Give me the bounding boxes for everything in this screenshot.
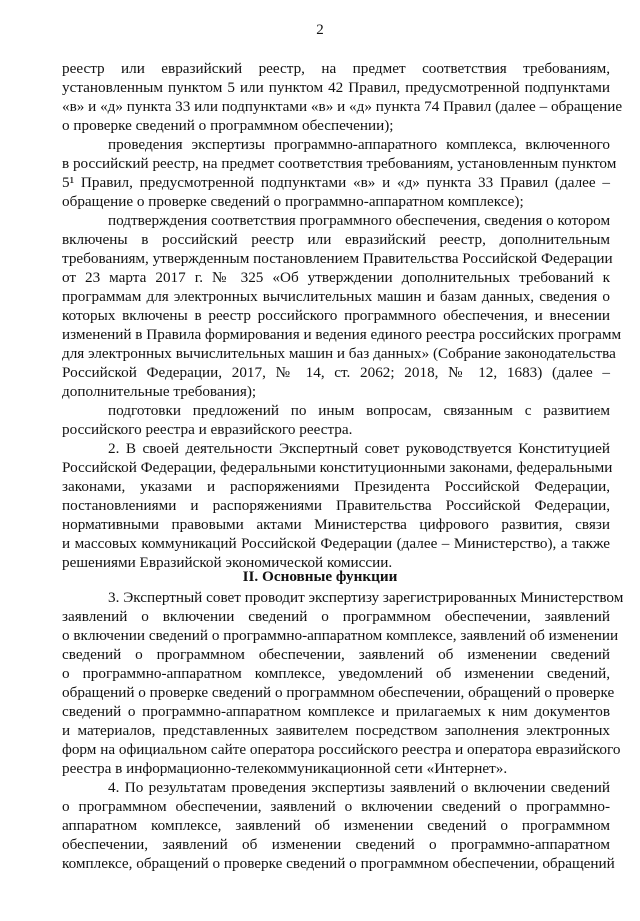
- text-line: аппаратном комплексе, заявлений об изменении сведений о программном: [62, 817, 610, 834]
- text-line: и массовых коммуникаций Российской Федерации (далее – Министерство), а также: [62, 535, 610, 552]
- text-line: проведения экспертизы программно-аппаратного комплекса, включенного: [108, 136, 610, 153]
- text-line: подтверждения соответствия программного обеспечения, сведения о котором: [108, 212, 611, 229]
- text-line: в российский реестр, на предмет соответствия требованиям, установленным пунктом: [62, 155, 617, 172]
- text-line: реестра в информационно-телекоммуникационной сети «Интернет».: [62, 760, 508, 777]
- text-line: программам для электронных вычислительных машин и базам данных, сведения о: [62, 288, 610, 305]
- text-line: о включении сведений о программно-аппаратном комплексе, заявлений об изменении: [62, 627, 619, 644]
- text-line: обращение о проверке сведений о программно-аппаратном комплексе);: [62, 193, 524, 210]
- text-line: о программном обеспечении, заявлений о включении сведений о программно-: [62, 798, 610, 815]
- text-line: обращений о проверке сведений о программном обеспечении, обращений о проверке: [62, 684, 615, 701]
- text-line: сведений о программном обеспечении, заявлений об изменении сведений: [62, 646, 610, 663]
- text-line: 4. По результатам проведения экспертизы заявлений о включении сведений: [108, 779, 610, 796]
- text-line: включены в российский реестр или евразийский реестр, дополнительным: [62, 231, 610, 248]
- text-line: сведений о программно-аппаратном комплексе и прилагаемых к ним документов: [62, 703, 610, 720]
- text-line: подготовки предложений по иным вопросам, связанным с развитием: [108, 402, 610, 419]
- text-line: которых включены в реестр российского программного обеспечения, и внесении: [62, 307, 610, 324]
- text-line: законами, указами и распоряжениями Президента Российской Федерации,: [62, 478, 610, 495]
- text-line: изменений в Правила формирования и ведения единого реестра российских программ: [62, 326, 622, 343]
- text-line: 3. Экспертный совет проводит экспертизу зарегистрированных Министерством: [108, 589, 624, 606]
- text-line: заявлений о включении сведений о программном обеспечении, заявлений: [62, 608, 610, 625]
- section-heading: II. Основные функции: [242, 568, 398, 585]
- text-line: дополнительные требования);: [62, 383, 257, 400]
- text-line: комплексе, обращений о проверке сведений о программном обеспечении, обращений: [62, 855, 615, 872]
- text-line: требованиям, утвержденным постановлением Правительства Российской Федерации: [62, 250, 613, 267]
- text-line: реестр или евразийский реестр, на предмет соответствия требованиям,: [62, 60, 610, 77]
- text-line: Российской Федерации, 2017, № 14, ст. 2062; 2018, № 12, 1683) (далее –: [62, 364, 610, 381]
- text-line: 2. В своей деятельности Экспертный совет руководствуется Конституцией: [108, 440, 610, 457]
- text-line: от 23 марта 2017 г. № 325 «Об утверждении дополнительных требований к: [62, 269, 610, 286]
- text-line: обеспечении, заявлений об изменении сведений о программно-аппаратном: [62, 836, 610, 853]
- text-line: постановлениями и распоряжениями Правительства Российской Федерации,: [62, 497, 610, 514]
- text-line: форм на официальном сайте оператора российского реестра и оператора евразийского: [62, 741, 621, 758]
- text-line: нормативными правовыми актами Министерства цифрового развития, связи: [62, 516, 610, 533]
- text-line: для электронных вычислительных машин и баз данных» (Собрание законодательства: [62, 345, 616, 362]
- text-line: о проверке сведений о программном обеспечении);: [62, 117, 394, 134]
- page-number: 2: [316, 22, 324, 38]
- text-line: решениями Евразийской экономической комиссии.: [62, 554, 393, 571]
- text-line: установленным пунктом 5 или пунктом 42 Правил, предусмотренной подпунктами: [62, 79, 610, 96]
- text-line: «в» и «д» пункта 33 или подпунктами «в» и «д» пункта 74 Правил (далее – обращение: [62, 98, 623, 115]
- text-line: 5¹ Правил, предусмотренной подпунктами «в» и «д» пункта 33 Правил (далее –: [62, 174, 610, 191]
- text-line: о программно-аппаратном комплексе, уведомлений об изменении сведений,: [62, 665, 610, 682]
- text-line: российского реестра и евразийского реестра.: [62, 421, 353, 438]
- text-line: и материалов, представленных заявителем посредством заполнения электронных: [62, 722, 610, 739]
- text-line: Российской Федерации, федеральными конституционными законами, федеральными: [62, 459, 613, 476]
